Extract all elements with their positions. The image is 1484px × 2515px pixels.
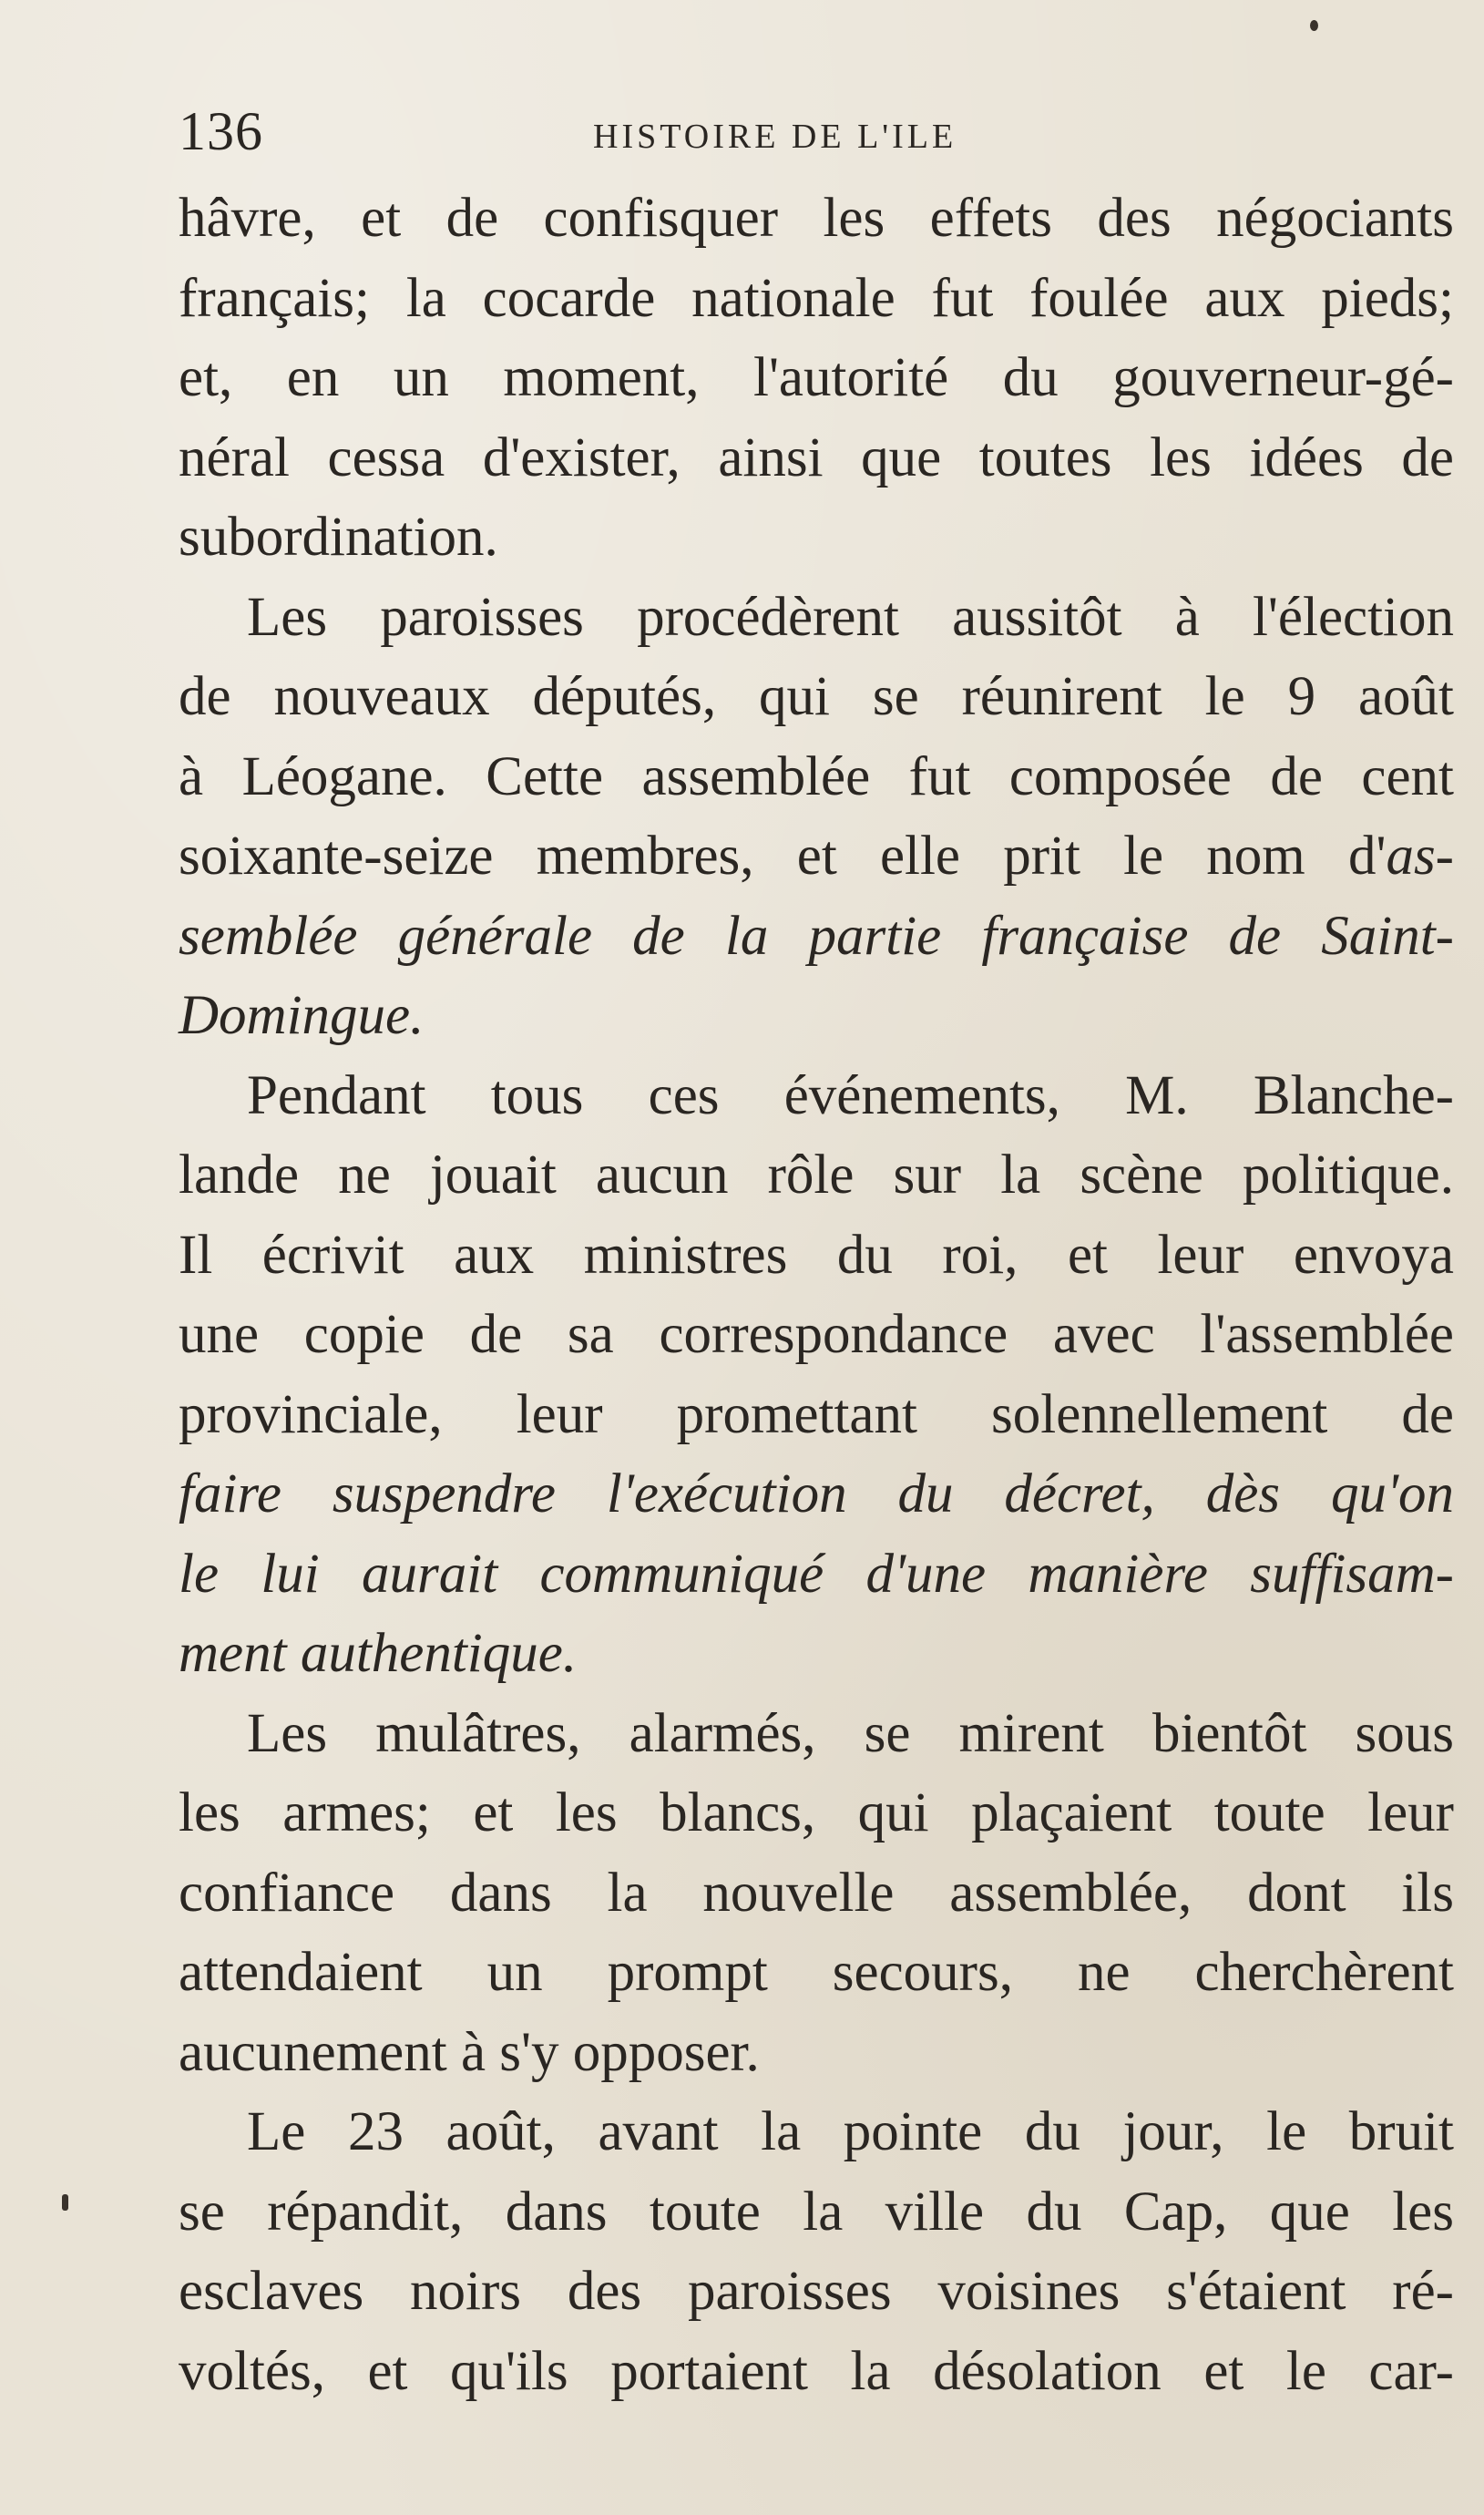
page-number: 136 — [179, 101, 263, 161]
text-line — [179, 259, 1454, 339]
text-line — [179, 1773, 1454, 1853]
text-run: provinciale, leur promettant solennellement de — [179, 1383, 1454, 1445]
text-line — [179, 1933, 1454, 2013]
italic-text: le lui aurait communiqué d'une manière suffisam- — [179, 1543, 1454, 1605]
italic-text: faire suspendre l'exécution du décret, dès qu'on — [179, 1463, 1454, 1524]
text-line — [179, 2252, 1454, 2332]
text-line — [179, 179, 1454, 259]
text-line — [179, 1535, 1454, 1615]
text-line — [179, 418, 1454, 498]
text-run: néral cessa d'exister, ainsi que toutes les idées de — [179, 426, 1454, 488]
running-head — [179, 100, 1454, 182]
text-line — [179, 1216, 1454, 1296]
text-line — [179, 816, 1454, 897]
text-run: à Léogane. Cette assemblée fut composée de cent — [179, 745, 1454, 807]
text-line — [179, 1056, 1454, 1136]
body-text — [179, 179, 1454, 2411]
text-line — [179, 897, 1454, 977]
text-run: soixante-seize membres, et elle prit le nom d' — [179, 826, 1387, 887]
ink-speck — [1310, 20, 1318, 31]
text-line — [179, 578, 1454, 658]
book-page — [179, 100, 1454, 2411]
text-run: Les paroisses procédèrent aussitôt à l'élection — [247, 586, 1454, 648]
text-line — [179, 338, 1454, 418]
text-line — [179, 1853, 1454, 1934]
italic-text: semblée générale de la partie française de Saint- — [179, 905, 1454, 967]
text-run: lande ne jouait aucun rôle sur la scène politique. — [179, 1145, 1454, 1206]
text-run: esclaves noirs des paroisses voisines s'étaient ré- — [179, 2261, 1454, 2322]
text-run: Les mulâtres, alarmés, se mirent bientôt sous — [247, 1702, 1454, 1764]
text-run: se répandit, dans toute la ville du Cap, que les — [179, 2181, 1454, 2243]
text-line — [179, 1614, 1454, 1694]
text-line — [179, 2013, 1454, 2093]
text-run: aucunement à s'y opposer. — [179, 2021, 760, 2083]
text-run: confiance dans la nouvelle assemblée, dont ils — [179, 1862, 1454, 1924]
text-line — [179, 657, 1454, 737]
text-line — [179, 1295, 1454, 1375]
text-line — [179, 1694, 1454, 1774]
text-run: subordination. — [179, 507, 498, 568]
text-line — [179, 1454, 1454, 1535]
text-run: et, en un moment, l'autorité du gouverneur-gé- — [179, 347, 1454, 408]
running-title: HISTOIRE DE L'ILE — [593, 118, 957, 156]
text-run: Le 23 août, avant la pointe du jour, le bruit — [247, 2101, 1454, 2162]
text-run: les armes; et les blancs, qui plaçaient toute leur — [179, 1782, 1454, 1843]
ink-speck — [62, 2194, 68, 2211]
italic-text: ment authentique. — [179, 1623, 578, 1684]
text-line — [179, 1375, 1454, 1455]
text-line — [179, 498, 1454, 578]
text-line — [179, 2092, 1454, 2172]
text-run: français; la cocarde nationale fut foulée aux pieds; — [179, 267, 1454, 329]
text-run: Pendant tous ces événements, M. Blanche- — [247, 1064, 1454, 1126]
text-line — [179, 976, 1454, 1056]
text-line — [179, 1135, 1454, 1216]
text-line — [179, 2332, 1454, 2412]
text-run: voltés, et qu'ils portaient la désolation et le car- — [179, 2340, 1454, 2402]
italic-text: Domingue. — [179, 985, 425, 1046]
text-run: de nouveaux députés, qui se réunirent le 9 août — [179, 666, 1454, 727]
text-line — [179, 737, 1454, 817]
text-run: Il écrivit aux ministres du roi, et leur envoya — [179, 1224, 1454, 1286]
text-run: attendaient un prompt secours, ne cherchèrent — [179, 1942, 1454, 2003]
italic-text: as- — [1386, 826, 1454, 887]
text-run: hâvre, et de confisquer les effets des négociants — [179, 188, 1454, 249]
text-run: une copie de sa correspondance avec l'assemblée — [179, 1304, 1454, 1365]
text-line — [179, 2172, 1454, 2253]
